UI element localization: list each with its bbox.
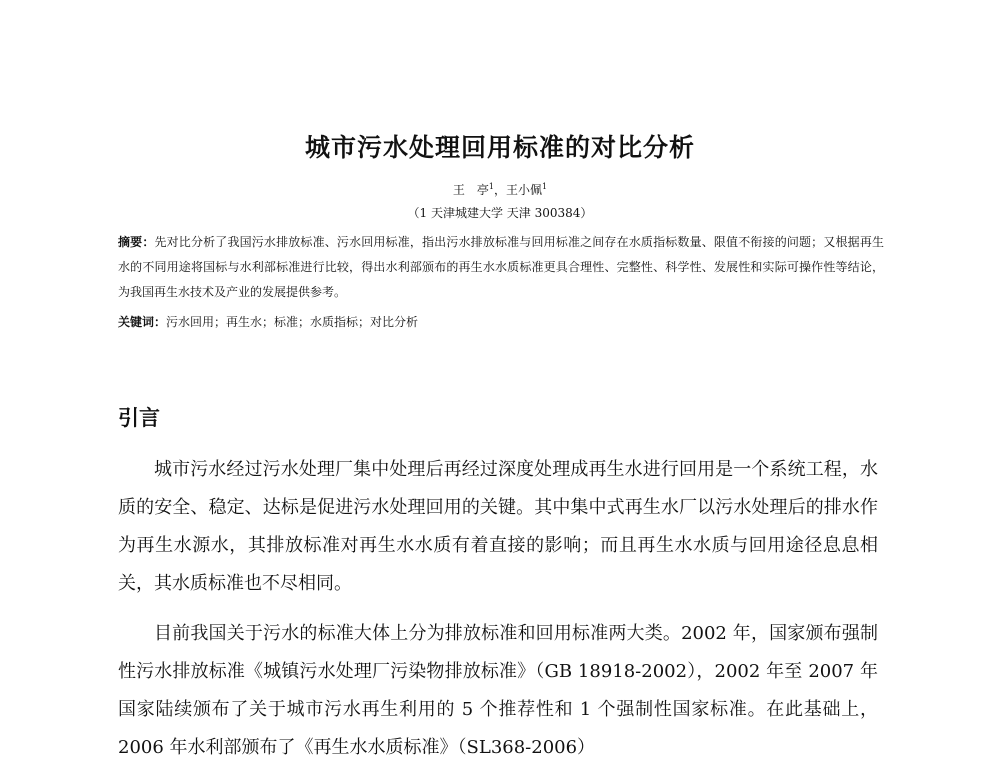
keywords-label: 关键词： — [118, 315, 167, 329]
abstract-label: 摘要： — [118, 235, 155, 249]
body-paragraph: 城市污水经过污水处理厂集中处理后再经过深度处理成再生水进行回用是一个系统工程，水质的安全、稳定、达标是促进污水处理回用的关键。其中集中式再生水厂以污水处理后的排水作为再生水源水，其排放标准对再生水水质有着直接的影响；而且再生水水质与回用途径息息相关，其水质标准也不尽相同。 — [118, 459, 878, 594]
abstract — [118, 230, 884, 305]
author-list — [0, 181, 1000, 198]
author-name: 王小佩 — [506, 183, 543, 197]
affiliation-mark: 1 — [488, 182, 494, 191]
body-paragraph: 目前我国关于污水的标准大体上分为排放标准和回用标准两大类。2002 年，国家颁布强制性污水排放标准《城镇污水处理厂污染物排放标准》（GB 18918-2002），2002 年至 2007 年国家陆续颁布了关于城市污水再生利用的 5 个推荐性和 1 个强制性国家标准。在此基础上，2006 年水利部颁布了《再生水水质标准》（SL368-2006） — [118, 623, 878, 758]
author-affiliation: （1 天津城建大学 天津 300384） — [407, 206, 593, 220]
author-name: 王 亭 — [452, 183, 489, 197]
keywords — [118, 312, 884, 332]
affiliation-mark: 1 — [542, 182, 548, 191]
author-separator: ， — [493, 183, 506, 197]
abstract-text: 先对比分析了我国污水排放标准、污水回用标准，指出污水排放标准与回用标准之间存在水质指标数量、限值不衔接的问题；又根据再生水的不同用途将国标与水利部标准进行比较，得出水利部颁布的再生水水质标准更具合理性、完整性、科学性、发展性和实际可操作性等结论，为我国再生水技术及产业的发展提供参考。 — [118, 235, 884, 299]
section-heading: 引言 — [118, 406, 160, 430]
paper-title: 城市污水处理回用标准的对比分析 — [304, 133, 695, 162]
keywords-text: 污水回用；再生水；标准；水质指标；对比分析 — [166, 315, 419, 329]
